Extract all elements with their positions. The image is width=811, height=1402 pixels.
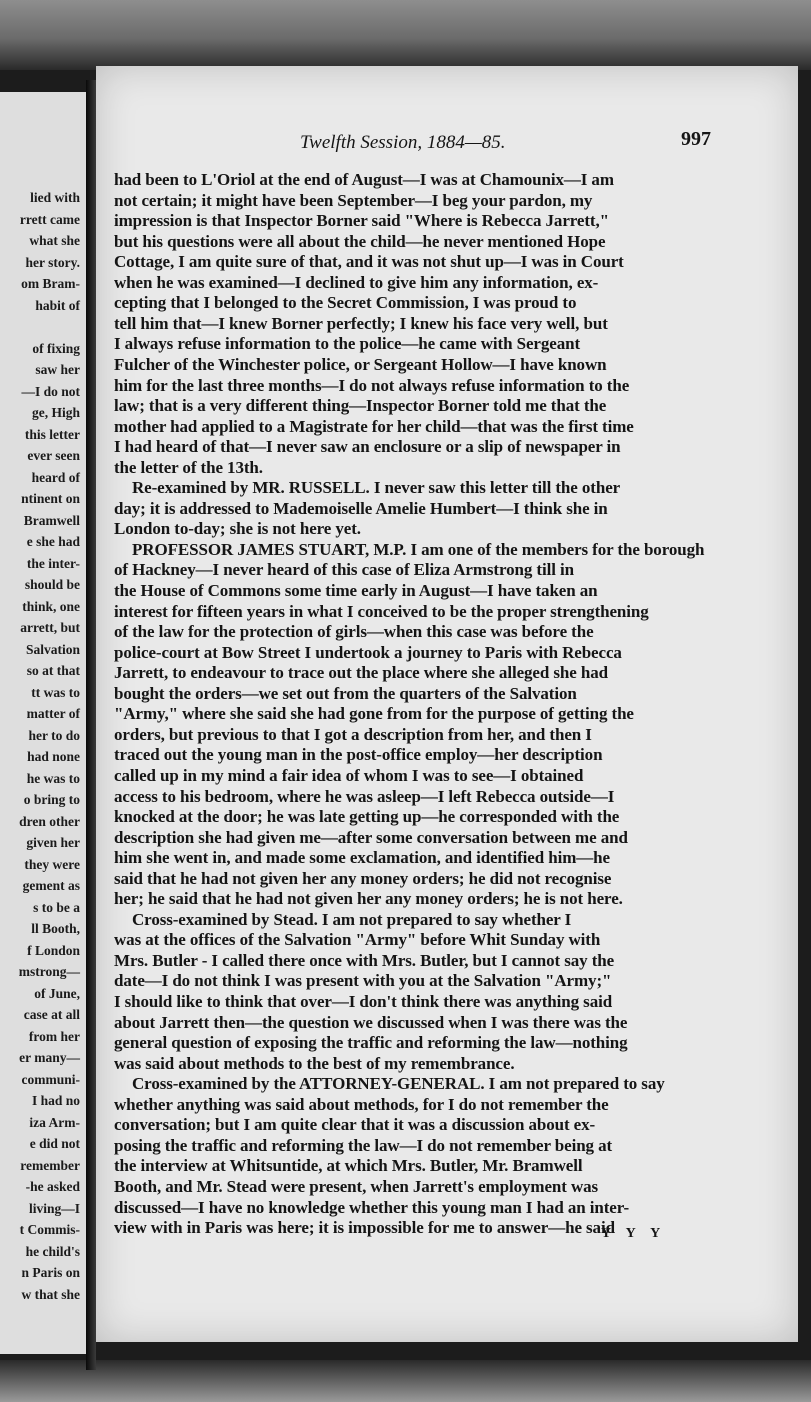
body-text-line: Cross-examined by Stead. I am not prepared to say whether I: [132, 909, 572, 929]
body-text-line: of the law for the protection of girls—when this case was before the: [114, 622, 594, 642]
left-page-line: this letter: [24, 426, 80, 442]
body-text-line: I always refuse information to the police—he came with Sergeant: [114, 334, 581, 354]
body-text-line: access to his bedroom, where he was asleep—I left Rebecca outside—I: [114, 786, 615, 806]
left-page-line: ge, High: [31, 405, 80, 420]
left-page-line: matter of: [26, 706, 80, 721]
left-page-line: —I do not: [21, 383, 80, 399]
body-text-line: I had heard of that—I never saw an enclosure or a slip of newspaper in: [114, 437, 621, 457]
left-page-line: heard of: [31, 469, 80, 485]
body-text-line: Fulcher of the Winchester police, or Sergeant Hollow—I have known: [114, 354, 607, 374]
left-page-line: so at that: [26, 663, 80, 678]
body-text-line: had been to L'Oriol at the end of August—I was at Chamounix—I am: [114, 170, 614, 189]
left-page-line: the inter-: [26, 555, 80, 571]
left-page-line: t Commis-: [19, 1222, 80, 1237]
body-text-line: of Hackney—I never heard of this case of Eliza Armstrong till in: [114, 560, 574, 580]
left-page-line: of June,: [34, 985, 80, 1001]
left-page-line: f London: [27, 942, 80, 958]
left-page-line: I had no: [31, 1093, 80, 1108]
book-spine: [86, 80, 96, 1370]
left-page-line: they were: [24, 856, 80, 872]
scan-top-edge: [0, 0, 811, 70]
left-page-line: ever seen: [27, 448, 80, 463]
left-page-line: given her: [26, 835, 80, 850]
left-page-line: ll Booth,: [31, 921, 80, 936]
left-page-line: her story.: [25, 254, 80, 270]
left-page-line: iza Arm-: [29, 1114, 80, 1130]
body-text-line: the House of Commons some time early in August—I have taken an: [114, 581, 598, 600]
left-page-line: arrett, but: [20, 620, 80, 635]
left-page-line: Salvation: [25, 641, 80, 657]
body-text-line: "Army," where she said she had gone from for the purpose of getting the: [114, 704, 634, 724]
body-text-line: view with in Paris was here; it is impossible for me to answer—he said: [114, 1218, 615, 1238]
left-page-line: rrett came: [19, 211, 80, 227]
body-text-line: Jarrett, to endeavour to trace out the place where she alleged she had: [114, 663, 608, 683]
left-page-line: living—I: [28, 1200, 80, 1216]
left-page-line: case at all: [23, 1007, 80, 1022]
left-page-line: er many—: [19, 1050, 80, 1065]
left-page-line: tt was to: [31, 684, 80, 700]
body-text-line: Booth, and Mr. Stead were present, when Jarrett's employment was: [114, 1176, 599, 1196]
body-text-line: day; it is addressed to Mademoiselle Amelie Humbert—I think she in: [114, 498, 608, 518]
body-text-line: him for the last three months—I do not always refuse information to the: [114, 375, 630, 395]
body-text-line: the letter of the 13th.: [114, 457, 263, 477]
left-page-line: her to do: [28, 727, 80, 743]
left-page-line: remember: [20, 1157, 80, 1173]
left-page-line: w that she: [21, 1286, 80, 1302]
body-text-line: PROFESSOR JAMES STUART, M.P. I am one of the members for the borough: [132, 539, 705, 559]
left-page-line: mstrong—: [18, 964, 80, 979]
page-number: 997: [681, 128, 711, 150]
left-page-line: had none: [27, 749, 80, 764]
body-text-line: discussed—I have no knowledge whether this young man I had an inter-: [114, 1197, 630, 1217]
left-page-line: he child's: [25, 1243, 80, 1259]
body-text-line: Mrs. Butler - I called there once with Mrs. Butler, but I cannot say the: [114, 950, 615, 970]
left-page-line: n Paris on: [21, 1265, 80, 1280]
body-text-line: Cottage, I am quite sure of that, and it was not shut up—I was in Court: [114, 252, 624, 272]
left-page-line: should be: [24, 577, 80, 592]
left-page-line: gement as: [22, 878, 80, 893]
body-text-line: tell him that—I knew Borner perfectly; I knew his face very well, but: [114, 313, 608, 333]
body-text-line: law; that is a very different thing—Inspector Borner told me that the: [114, 396, 607, 416]
body-text-line: mother had applied to a Magistrate for her child—that was the first time: [114, 416, 634, 436]
left-page-line: e she had: [26, 534, 80, 549]
body-text-line: interest for fifteen years in what I conceived to be the proper strengthening: [114, 601, 649, 621]
body-text-line: knocked at the door; he was late getting up—he corresponded with the: [114, 807, 620, 827]
left-page-line: saw her: [35, 362, 80, 377]
body-text-line: was at the offices of the Salvation "Army" before Whit Sunday with: [114, 930, 601, 950]
body-text-line: Re-examined by MR. RUSSELL. I never saw this letter till the other: [132, 478, 621, 498]
left-page-line: dren other: [19, 813, 80, 829]
body-text-line: him she went in, and made some exclamation, and identified him—he: [114, 848, 610, 868]
left-page-line: of fixing: [32, 340, 80, 356]
body-text-line: when he was examined—I declined to give him any information, ex-: [114, 272, 599, 292]
body-text-line: I should like to think that over—I don't think there was anything said: [114, 992, 613, 1011]
left-page-line: what she: [29, 233, 80, 248]
left-page-line: habit of: [35, 297, 80, 313]
scan-bottom-edge: [0, 1360, 811, 1402]
body-text-line: traced out the young man in the post-office employ—her description: [114, 745, 603, 765]
left-page-line: communi-: [21, 1071, 80, 1087]
left-page-line: lied with: [30, 190, 80, 205]
left-page-line: from her: [28, 1028, 80, 1044]
left-page-line: s to be a: [33, 899, 80, 915]
left-page-line: -he asked: [25, 1179, 80, 1194]
body-text-line: impression is that Inspector Borner said "Where is Rebecca Jarrett,": [114, 211, 609, 231]
body-text-line: the interview at Whitsuntide, at which Mrs. Butler, Mr. Bramwell: [114, 1156, 583, 1176]
body-text-line: police-court at Bow Street I undertook a journey to Paris with Rebecca: [114, 642, 622, 662]
body-text-line: general question of exposing the traffic and reforming the law—nothing: [114, 1033, 628, 1053]
left-page: [0, 92, 88, 1354]
body-text-line: bought the orders—we set out from the quarters of the Salvation: [114, 683, 577, 703]
body-text-line: said that he had not given her any money orders; he did not recognise: [114, 868, 612, 888]
body-text-line: called up in my mind a fair idea of whom I was to see—I obtained: [114, 765, 584, 785]
main-page: [96, 66, 798, 1342]
body-text-line: posing the traffic and reforming the law—I do not remember being at: [114, 1135, 613, 1155]
body-text-line: not certain; it might have been September—I beg your pardon, my: [114, 190, 593, 210]
body-text-line: cepting that I belonged to the Secret Commission, I was proud to: [114, 293, 577, 313]
running-title: Twelfth Session, 1884—85.: [300, 132, 506, 153]
body-text-line: Cross-examined by the ATTORNEY-GENERAL. I am not prepared to say: [132, 1074, 665, 1094]
left-page-line: Bramwell: [23, 512, 80, 528]
body-text-line: orders, but previous to that I got a description from her, and then I: [114, 724, 592, 744]
signature-mark: Y Y Y: [601, 1226, 667, 1241]
left-page-line: think, one: [22, 598, 80, 614]
left-page-line: o bring to: [23, 792, 80, 807]
left-page-line: om Bram-: [21, 276, 80, 291]
body-text-line: London to-day; she is not here yet.: [114, 519, 361, 539]
body-text-line: description she had given me—after some conversation between me and: [114, 827, 628, 847]
body-text-line: her; he said that he had not given her any money orders; he is not here.: [114, 889, 623, 909]
body-text-line: but his questions were all about the child—he never mentioned Hope: [114, 231, 606, 251]
running-header: [96, 126, 798, 156]
body-text-line: about Jarrett then—the question we discussed when I was there was the: [114, 1012, 628, 1032]
body-text-line: whether anything was said about methods, for I do not remember the: [114, 1094, 609, 1114]
left-page-line: he was to: [26, 770, 80, 786]
left-page-line: ntinent on: [21, 491, 80, 506]
body-text-line: was said about methods to the best of my remembrance.: [114, 1053, 515, 1073]
body-text-line: conversation; but I am quite clear that it was a discussion about ex-: [114, 1115, 596, 1135]
body-text-line: date—I do not think I was present with you at the Salvation "Army;": [114, 971, 612, 991]
left-page-line: e did not: [29, 1136, 80, 1151]
